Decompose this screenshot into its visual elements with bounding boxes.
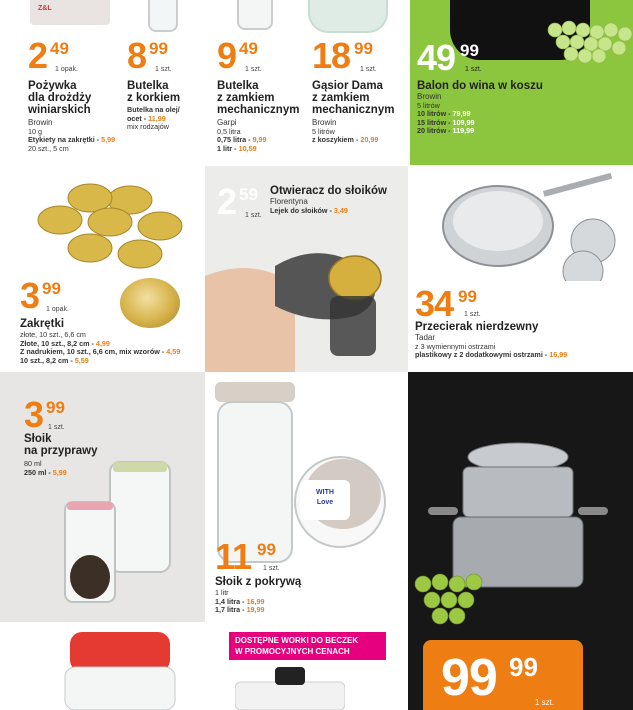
product-details: Browin 10 g Etykiety na zakrętki - 5,99 20 szt., 5 cm [28,118,116,153]
product-name: Zakrętki [20,318,65,330]
unit-label: 1 szt. [48,424,65,431]
grapes-image [535,20,633,70]
opener-image [205,216,408,372]
product-name: Balon do wina w koszu [417,80,543,92]
product-przecierak[interactable] [408,166,633,372]
price: 2 49 [28,35,69,76]
product-details: Florentyna Lejek do słoików - 3,49 [270,197,348,215]
price: 9 49 [217,35,258,76]
unit-label: 1 szt. [465,66,482,73]
unit-label: 1 szt. [464,311,481,318]
product-name: Butelka z korkiem [127,80,181,104]
product-details: Tadar z 3 wymiennymi ostrzami plastikowy z 2 dodatkowymi ostrzami - 16,99 [415,333,568,360]
promo-banner: DOSTĘPNE WORKI DO BECZEK W PROMOCYJNYCH CENACH [229,632,386,660]
product-zakretki[interactable] [0,166,205,372]
product-details: 1 litr 1,4 litra - 16,99 1,7 litra - 19,99 [215,588,265,615]
masher-image [433,171,628,281]
price: 49 99 [417,37,479,78]
product-otwieracz[interactable] [205,166,408,372]
fermentor-image [60,632,180,710]
product-label: Z&L [38,5,52,12]
product-pozywka[interactable] [0,0,120,165]
bottle-image [148,0,178,32]
price-panel [423,640,583,710]
product-beczka[interactable] [205,622,408,710]
unit-label: 1 szt. [263,565,280,572]
lid-label: WITH Love [300,480,350,520]
demijohn-image [308,0,388,33]
product-name: Otwieracz do słoików [270,185,387,197]
product-name: Przecierak nierdzewny [415,321,539,333]
price: 18 99 [312,35,373,76]
product-details: Butelka na olej/ ocet - 11,99 mix rodzajów [127,105,180,132]
barrel-image [235,667,345,710]
lids-image [30,178,200,278]
grapes-image [408,572,528,632]
product-name: Gąsior Dama z zamkiem mechanicznym [312,80,395,116]
price: 3 99 [20,275,61,316]
unit-label: 1 szt. [155,66,172,73]
product-fermentor[interactable] [0,622,205,710]
unit-label: 1 szt. [245,66,262,73]
unit-label: 1 szt. [360,66,377,73]
price: 11 99 [215,536,276,577]
price: 34 99 [415,283,477,324]
product-details: złote, 10 szt., 6,6 cm Złote, 10 szt., 8,2 cm - 4,99 Z nadrukiem, 10 szt., 6,6 cm, mix wzorów - 4,59 10 szt., 8,2 cm - 5,59 [20,330,181,365]
unit-label: 1 opak. [46,306,69,313]
product-image [30,0,110,25]
product-details: Browin 5 litrów 10 litrów - 79,99 15 litrów - 109,99 20 litrów - 119,99 [417,92,475,136]
product-butelka-korek[interactable] [120,0,212,165]
unit-label: 1 szt. [245,212,262,219]
product-details: Browin 5 litrów z koszykiem - 20,99 [312,118,379,145]
product-name: Słoik na przyprawy [24,433,98,457]
product-name: Słoik z pokrywą [215,576,302,588]
price: 3 99 [24,394,65,435]
unit-label: 1 szt. [535,698,555,707]
product-garnek[interactable] [408,372,633,710]
product-sloik-przyprawy[interactable] [0,372,205,622]
product-butelka-zamek[interactable] [212,0,305,165]
product-details: Garpi 0,5 litra 0,75 litra - 9,99 1 litr - 10,59 [217,118,267,153]
product-sloik-pokrywa[interactable] [205,372,408,622]
product-details: 80 ml 250 ml - 5,99 [24,459,67,477]
bottle-image [237,0,273,30]
lid-closeup-image [120,278,180,328]
unit-label: 1 opak. [55,66,78,73]
price: 2 59 [217,181,258,222]
price: 99 99 [441,649,538,707]
product-gasior[interactable] [305,0,410,165]
product-name: Pożywka dla drożdży winiarskich [28,80,92,116]
price: 8 99 [127,35,168,76]
product-balon[interactable] [410,0,633,165]
product-name: Butelka z zamkiem mechanicznym [217,80,300,116]
